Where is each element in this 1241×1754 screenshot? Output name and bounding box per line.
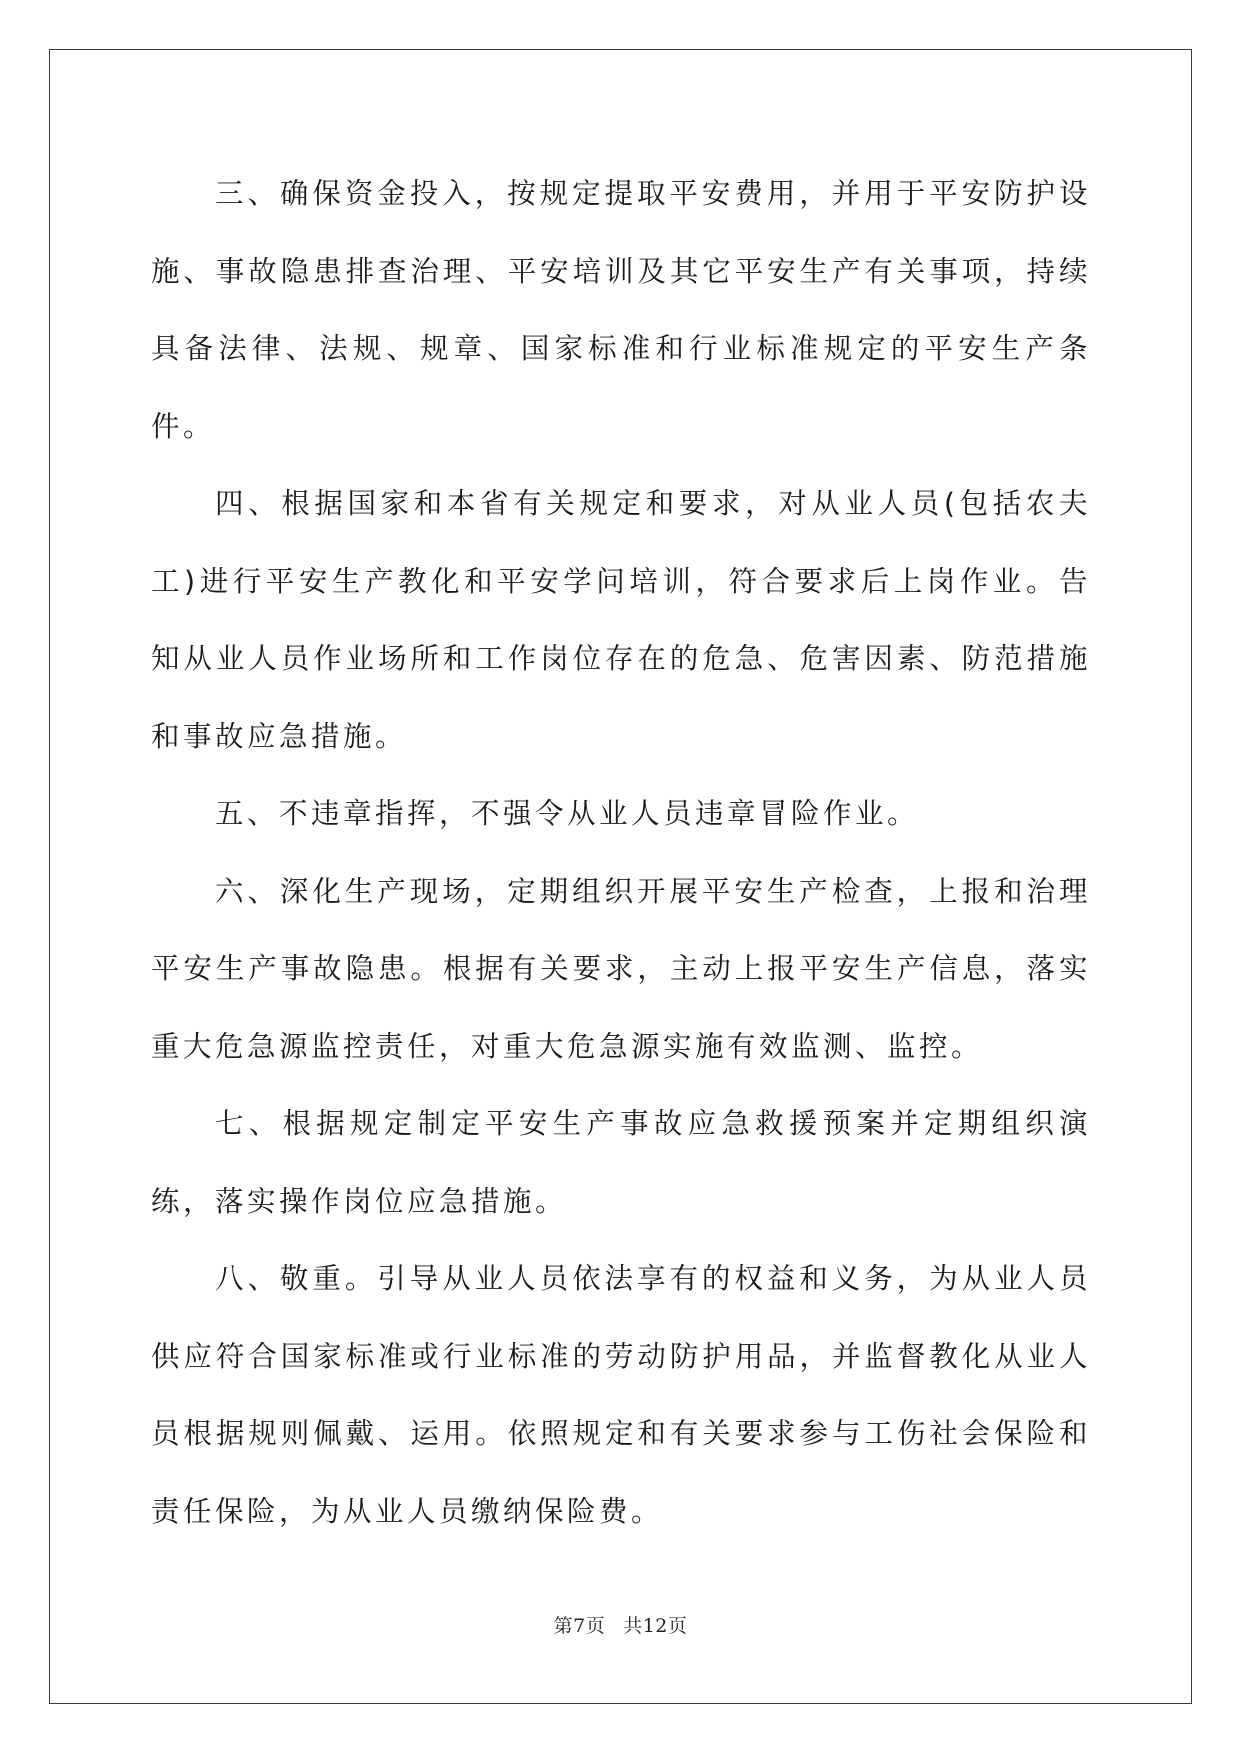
paragraph-3: 三、确保资金投入，按规定提取平安费用，并用于平安防护设施、事故隐患排查治理、平安培训及其它平安生产有关事项，持续具备法律、法规、规章、国家标准和行业标准规定的平安生产条件。	[151, 177, 1091, 443]
page-footer	[0, 1611, 1241, 1638]
paragraph-8: 八、敬重。引导从业人员依法享有的权益和义务，为从业人员供应符合国家标准或行业标准的劳动防护用品，并监督教化从业人员根据规则佩戴、运用。依照规定和有关要求参与工伤社会保险和责任保险，为从业人员缴纳保险费。	[151, 1262, 1091, 1528]
document-body	[151, 155, 1091, 1550]
page-number-total: 共12页	[623, 1615, 688, 1637]
page-number-current: 第7页	[553, 1615, 606, 1637]
paragraph-7: 七、根据规定制定平安生产事故应急救援预案并定期组织演练，落实操作岗位应急措施。	[151, 1107, 1091, 1218]
paragraph-6: 六、深化生产现场，定期组织开展平安生产检查，上报和治理平安生产事故隐患。根据有关要求，主动上报平安生产信息，落实重大危急源监控责任，对重大危急源实施有效监测、监控。	[151, 874, 1091, 1063]
paragraph-4: 四、根据国家和本省有关规定和要求，对从业人员(包括农夫工)进行平安生产教化和平安学问培训，符合要求后上岗作业。告知从业人员作业场所和工作岗位存在的危急、危害因素、防范措施和事故应急措施。	[151, 487, 1091, 753]
paragraph-5: 五、不违章指挥，不强令从业人员违章冒险作业。	[215, 797, 920, 830]
